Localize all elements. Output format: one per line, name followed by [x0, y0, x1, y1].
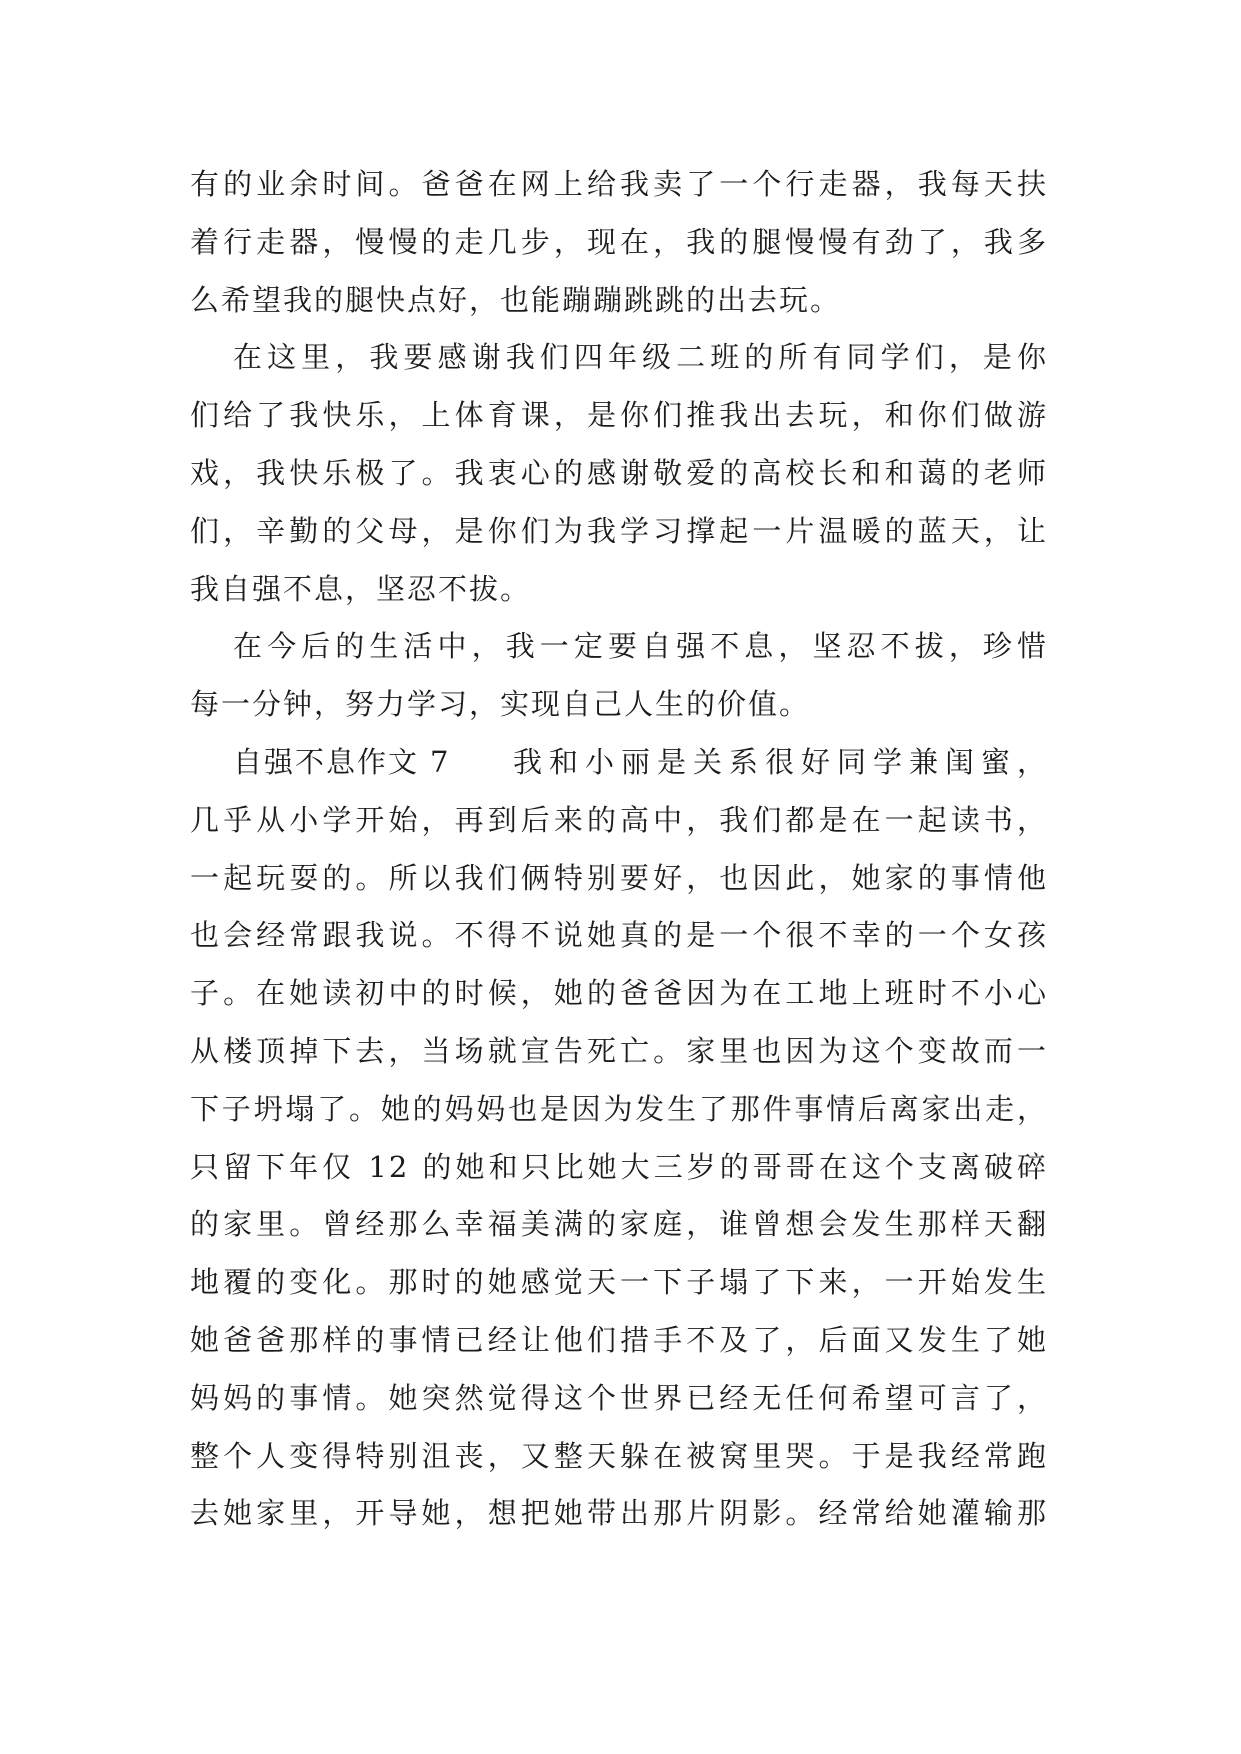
text-line: 么希望我的腿快点好，也能蹦蹦跳跳的出去玩。	[190, 282, 842, 317]
text-line: 地覆的变化。那时的她感觉天一下子塌了下来，一开始发生	[190, 1265, 1048, 1300]
text-line: 子。在她读初中的时候，她的爸爸因为在工地上班时不小心	[190, 976, 1048, 1011]
text-line: 有的业余时间。爸爸在网上给我卖了一个行走器，我每天扶	[190, 167, 1048, 201]
text-line: 妈妈的事情。她突然觉得这个世界已经无任何希望可言了，	[190, 1380, 1048, 1415]
text-line: 我和小丽是关系很好同学兼闺蜜，	[513, 744, 1048, 779]
text-line: 每一分钟，努力学习，实现自己人生的价值。	[190, 687, 811, 722]
text-line: 只留下年仅 12 的她和只比她大三岁的哥哥在这个支离破碎	[190, 1149, 1048, 1184]
text-line: 几乎从小学开始，再到后来的高中，我们都是在一起读书，	[190, 802, 1048, 837]
section-title: 自强不息作文	[233, 744, 420, 779]
text-line: 下子坍塌了。她的妈妈也是因为发生了那件事情后离家出走，	[190, 1091, 1048, 1126]
text-line: 我自强不息，坚忍不拔。	[190, 571, 532, 606]
section-heading-line	[190, 734, 1048, 792]
text-line: 们给了我快乐，上体育课，是你们推我出去玩，和你们做游	[190, 398, 1048, 433]
text-line: 从楼顶掉下去，当场就宣告死亡。家里也因为这个变故而一	[190, 1033, 1048, 1068]
text-line: 一起玩耍的。所以我们俩特别要好，也因此，她家的事情他	[190, 860, 1048, 895]
text-line: 她爸爸那样的事情已经让他们措手不及了，后面又发生了她	[190, 1322, 1048, 1357]
body-text	[190, 156, 1048, 1543]
text-line: 整个人变得特别沮丧，又整天躲在被窝里哭。于是我经常跑	[190, 1438, 1048, 1473]
text-line: 也会经常跟我说。不得不说她真的是一个很不幸的一个女孩	[190, 918, 1048, 953]
paragraph-first-line: 在今后的生活中，我一定要自强不息，坚忍不拔，珍惜	[233, 629, 1048, 664]
text-line: 们，辛勤的父母，是你们为我学习撑起一片温暖的蓝天，让	[190, 513, 1048, 548]
text-line: 的家里。曾经那么幸福美满的家庭，谁曾想会发生那样天翻	[190, 1207, 1048, 1242]
paragraph-first-line: 在这里，我要感谢我们四年级二班的所有同学们，是你	[233, 340, 1048, 375]
text-line: 戏，我快乐极了。我衷心的感谢敬爱的高校长和和蔼的老师	[190, 455, 1048, 490]
text-line: 着行走器，慢慢的走几步，现在，我的腿慢慢有劲了，我多	[190, 224, 1048, 259]
section-number: 7	[430, 744, 451, 779]
text-line: 去她家里，开导她，想把她带出那片阴影。经常给她灌输那	[190, 1496, 1048, 1531]
